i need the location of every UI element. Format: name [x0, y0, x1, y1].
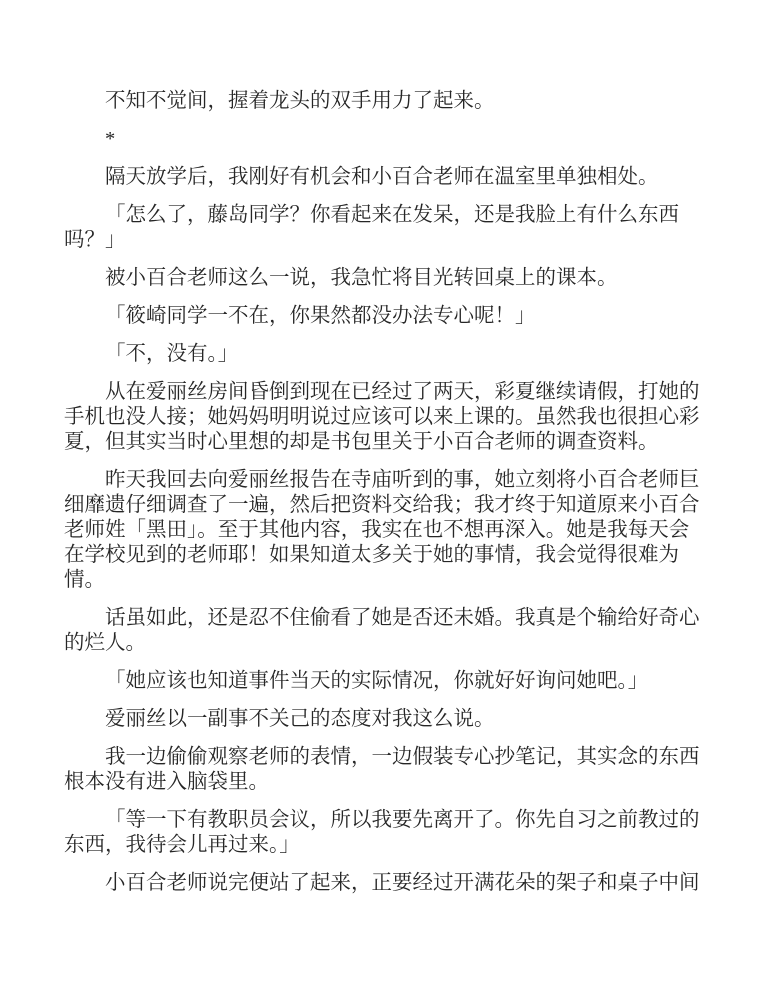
paragraph-dialogue: 「等一下有教职员会议，所以我要先离开了。你先自习之前教过的东西，我待会儿再过来。」	[64, 809, 700, 856]
paragraph: 隔天放学后，我刚好有机会和小百合老师在温室里单独相处。	[105, 166, 659, 188]
section-divider: *	[105, 128, 116, 150]
paragraph: 小百合老师说完便站了起来，正要经过开满花朵的架子和桌子中间	[105, 872, 700, 894]
paragraph: 我一边偷偷观察老师的表情，一边假装专心抄笔记，其实念的东西根本没有进入脑袋里。	[64, 746, 700, 793]
paragraph: 昨天我回去向爱丽丝报告在寺庙听到的事，她立刻将小百合老师巨细靡遗仔细调查了一遍，然后把资料交给我；我才终于知道原来小百合老师姓「黑田」。至于其他内容，我实在也不想再深入。她是我每天会在学校见到的老师耶！如果知道太多关于她的事情，我会觉得很难为情。	[64, 469, 700, 591]
paragraph: 不知不觉间，握着龙头的双手用力了起来。	[105, 90, 495, 112]
paragraph: 被小百合老师这么一说，我急忙将目光转回桌上的课本。	[105, 267, 618, 289]
paragraph: 从在爱丽丝房间昏倒到现在已经过了两天，彩夏继续请假，打她的手机也没人接；她妈妈明明说过应该可以来上课的。虽然我也很担心彩夏，但其实当时心里想的却是书包里关于小百合老师的调查资料。	[64, 381, 700, 453]
paragraph-dialogue: 「筱崎同学一不在，你果然都没办法专心呢！」	[105, 305, 536, 327]
paragraph-dialogue: 「怎么了，藤岛同学？你看起来在发呆，还是我脸上有什么东西吗？」	[64, 204, 679, 251]
paragraph-dialogue: 「她应该也知道事件当天的实际情况，你就好好询问她吧。」	[105, 670, 649, 692]
paragraph: 话虽如此，还是忍不住偷看了她是否还未婚。我真是个输给好奇心的烂人。	[64, 607, 700, 654]
paragraph: 爱丽丝以一副事不关己的态度对我这么说。	[105, 708, 495, 730]
paragraph-dialogue: 「不，没有。」	[105, 343, 239, 365]
